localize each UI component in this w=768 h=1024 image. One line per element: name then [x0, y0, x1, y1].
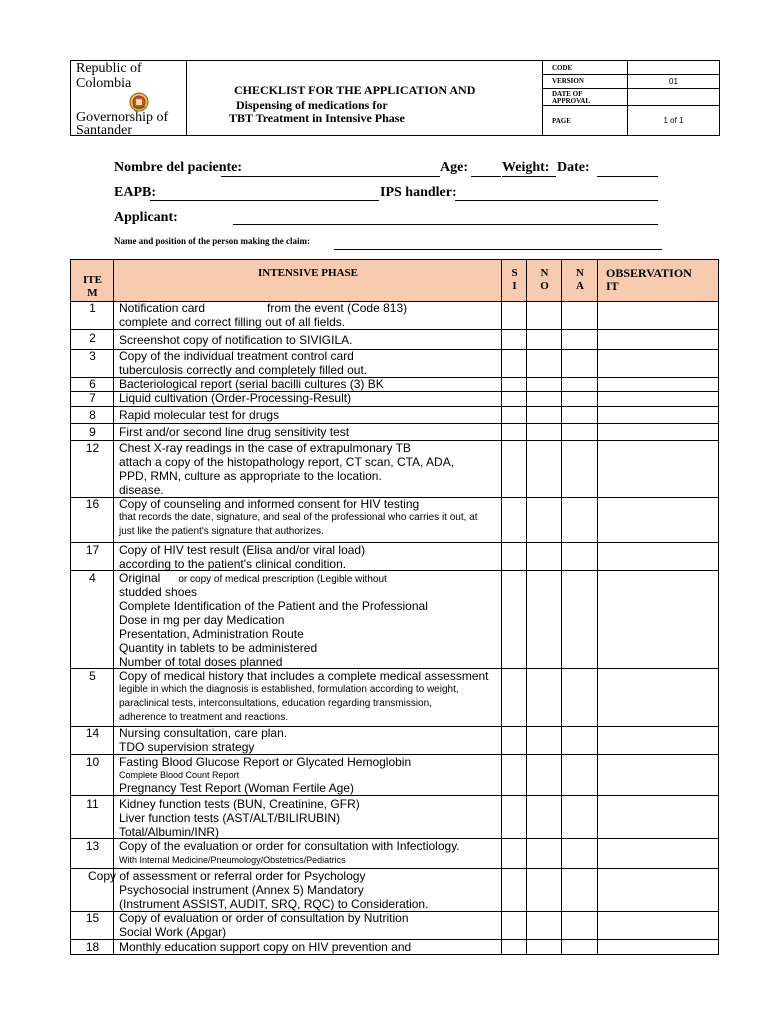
- checklist-table: ITE M INTENSIVE PHASE S I N O N A OBSERVATION IT 1 Notification card from the event (Code 813) complete and correct filling out of all fields. 2 Screenshot copy of notification to SIVIGILA. 3 Copy of the individual treatment control card tuberculosis correctly and completely filled out. 6 Bacteriological report (serial bacilli cultures (3) BK 7 Liquid cultivation (Order-Processing-Result) 8 Rapid molecular test for drugs 9 First and/or second line drug sensitivity test 12 Chest X-ray readings in the case of extrapulmonary TB attach a copy of the histopathology report, CT scan, CTA, ADA, PPD, RMN, culture as appropriate to the location. disease. 16 Copy of counseling and informed consent for HIV testing that records the date, signature, and seal of the professional who carries it out, at just like the patient's signature that authorizes. 17 Copy of HIV test result (Elisa and/or viral load) according to the patient's clinical condition. 4 Original or copy of medical prescription (Legible without studded shoes Complete Identification of the Patient and the Professional Dose in mg per day Medication Presentation, Administration Route Quantity in tablets to be administered Number of total doses planned 5 Copy of medical history that includes a complete medical assessment legible in which the diagnosis is established, formulation according to weight, paraclinical tests, interconsultations, education regarding transmission, adherence to treatment and reactions. 14 Nursing consultation, care plan. TDO supervision strategy 10 Fasting Blood Glucose Report or Glycated Hemoglobin Complete Blood Count Report Pregnancy Test Report (Woman Fertile Age) 11 Kidney function tests (BUN, Creatinine, GFR) Liver function tests (AST/ALT/BILIRUBIN) Total/Albumin/INR) 13 Copy of the evaluation or order for consultation with Infectiology. With Internal Medicine/Pneumology/Obstetrics/Pediatrics Copy of assessment or referral order for Psychology Psychosocial instrument (Annex 5) Mandatory (Instrument ASSIST, AUDIT, SRQ, RQC) to Consideration. 15 Copy of evaluation or order of consultation by Nutrition Social Work (Apgar) 18 Monthly education support copy on HIV prevention and: [70, 259, 719, 955]
- meta-row-version: VERSION 01: [542, 75, 719, 89]
- title-cell: [186, 61, 543, 135]
- claimant-field[interactable]: [334, 249, 662, 250]
- eapb-label: EAPB:: [114, 185, 156, 200]
- patient-name-field[interactable]: [221, 176, 440, 177]
- document-title-line-3: TBT Treatment in Intensive Phase: [229, 111, 405, 125]
- date-label: Date:: [557, 160, 590, 175]
- weight-label: Weight:: [502, 160, 550, 175]
- org-line-2: Colombia: [76, 76, 132, 91]
- eapb-field[interactable]: [150, 200, 379, 201]
- document-title-line-1: CHECKLIST FOR THE APPLICATION AND: [234, 83, 476, 97]
- meta-row-page: PAGE 1 of 1: [552, 116, 684, 125]
- meta-row-code: CODE: [542, 61, 719, 75]
- col-header-si: S I: [511, 267, 518, 292]
- col-header-observation: OBSERVATION IT: [606, 266, 692, 293]
- coat-of-arms-icon: [129, 92, 149, 112]
- org-line-3: Governorship of: [76, 110, 169, 125]
- claimant-label: Name and position of the person making the claim:: [114, 236, 311, 246]
- document-title-line-2: Dispensing of medications for: [236, 98, 388, 112]
- document-meta: [542, 61, 719, 135]
- applicant-field[interactable]: [233, 224, 658, 225]
- ips-handler-label: IPS handler:: [380, 185, 457, 200]
- meta-row-approval-date: DATE OF APPROVAL: [542, 89, 719, 106]
- patient-name-label: Nombre del paciente:: [114, 160, 243, 175]
- col-header-na: N A: [576, 267, 584, 292]
- ips-handler-field[interactable]: [455, 200, 658, 201]
- document-header: [70, 60, 720, 136]
- age-field[interactable]: [471, 176, 501, 177]
- organization-cell: [71, 61, 187, 138]
- org-line-4: Santander: [76, 123, 132, 138]
- col-header-item: ITE M: [83, 274, 102, 299]
- weight-field[interactable]: [502, 176, 556, 177]
- age-label: Age:: [440, 160, 468, 175]
- col-header-phase: INTENSIVE PHASE: [258, 267, 358, 279]
- org-line-1: Republic of: [76, 61, 142, 76]
- date-field[interactable]: [597, 176, 658, 177]
- applicant-label: Applicant:: [114, 210, 178, 225]
- col-header-no: N O: [540, 267, 549, 292]
